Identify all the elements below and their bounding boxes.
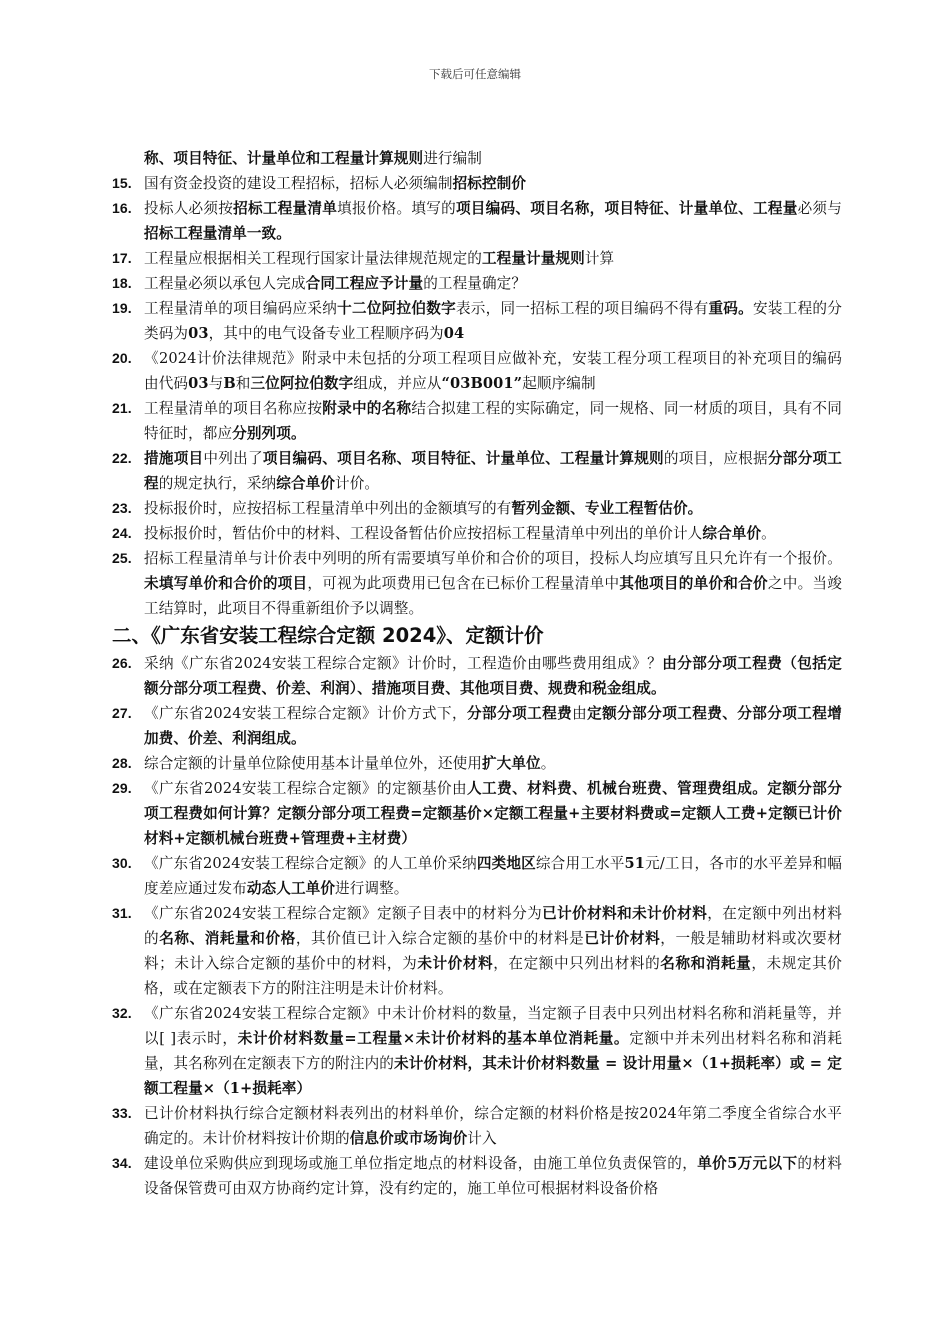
body-text: ，其价值已计入综合定额的基价中的材料是	[295, 930, 585, 947]
bold-text: 未计价材料	[417, 955, 494, 972]
list-item	[112, 1101, 842, 1151]
list-item	[112, 1001, 842, 1101]
list-item	[112, 171, 842, 196]
bold-text: 项目编码、项目名称，项目特征、计量单位、工程量	[455, 200, 798, 217]
body-text: 的项目，应根据	[663, 450, 768, 467]
body-text: 计入	[467, 1130, 497, 1147]
item-number: 32.	[112, 1005, 132, 1021]
bold-text: 合同工程应予计量	[305, 275, 424, 292]
body-text: 《广东省2024安装工程综合定额》定额子目表中的材料分为	[144, 905, 543, 922]
bold-text: 定额分部分项工程费、分部分项工程增加费、价差、利润组成。	[144, 705, 842, 747]
list-item	[112, 751, 842, 776]
bold-text: 分部分项工程费	[467, 705, 573, 722]
body-text: 起顺序编制	[522, 375, 596, 392]
bold-text: 招标控制价	[452, 175, 527, 192]
body-text: 计算	[584, 250, 615, 267]
item-number: 20.	[112, 350, 132, 366]
item-number: 30.	[112, 855, 132, 871]
bold-text: 工程量计量规则	[481, 250, 585, 267]
body-text: 与	[208, 375, 224, 392]
body-text: 的材料设备保管费可由双方协商约定计算，没有约定的，施工单位可根据材料设备价格	[144, 1155, 843, 1197]
bold-text: B	[223, 375, 236, 392]
body-text: 采纳《广东省2024安装工程综合定额》计价时，工程造价由哪些费用组成》？	[144, 655, 663, 672]
body-text: 。	[761, 525, 776, 542]
item-number: 21.	[112, 400, 132, 416]
item-number: 16.	[112, 200, 132, 216]
document-body	[112, 146, 842, 1201]
list-item	[112, 446, 842, 496]
bold-text: 51	[624, 855, 646, 872]
continued-paragraph	[112, 146, 842, 171]
body-text: 定额中并未列出材料名称和消耗量，其名称列在定额表下方的附注内的	[144, 1030, 843, 1072]
bold-text: 措施项目	[144, 450, 204, 467]
item-number: 27.	[112, 705, 132, 721]
item-number: 17.	[112, 250, 132, 266]
bold-text: 项目编码、项目名称、项目特征、计量单位、工程量计算规则	[262, 450, 664, 467]
bold-text: 已计价材料和未计价材料	[542, 905, 708, 922]
body-text: 组成，并应从	[353, 375, 442, 392]
body-text: ，在定额中列出材料的	[144, 905, 842, 947]
item-number: 15.	[112, 175, 132, 191]
list-item	[112, 851, 842, 901]
list-item	[112, 776, 842, 851]
body-text: 《广东省2024安装工程综合定额》的定额基价由	[144, 780, 468, 797]
bold-text: 三位阿拉伯数字	[250, 375, 354, 392]
bold-text: 人工费、材料费、机械台班费、管理费组成。定额分部分项工程费如何计算？定额分部分项工程费=定额基价×定额工程量+主要材料费或=定额人工费+定额已计价材料+定额机械台班费+管理费+主材费）	[144, 780, 842, 847]
body-text: 结合拟建工程的实际确定，同一规格、同一材质的项目，具有不同特征时，都应	[144, 400, 842, 442]
bold-text: 单价5万元以下	[697, 1155, 798, 1172]
item-number: 24.	[112, 525, 132, 541]
body-text: 招标工程量清单与计价表中列明的所有需要填写单价和合价的项目，投标人均应填写且只允许有一个报价。	[144, 550, 842, 567]
body-text: 表示，同一招标工程的项目编码不得有	[455, 300, 709, 317]
list-item	[112, 296, 842, 346]
item-number: 23.	[112, 500, 132, 516]
list-item	[112, 196, 842, 246]
body-text: ，可视为此项费用已包含在已标价工程量清单中	[307, 575, 620, 592]
bold-text: 综合单价	[702, 525, 762, 542]
list-item	[112, 496, 842, 521]
body-text: 由	[572, 705, 588, 722]
bold-text: 由分部分项工程费（包括定额分部分项工程费、价差、利润）、措施项目费、其他项目费、规费和税金组成。	[144, 655, 842, 697]
item-number: 29.	[112, 780, 132, 796]
body-text: 投标人必须按	[144, 200, 234, 217]
item-number: 28.	[112, 755, 132, 771]
body-text: ，其中的电气设备专业工程顺序码为	[208, 325, 444, 342]
list-item	[112, 651, 842, 701]
body-text: 和	[235, 375, 251, 392]
item-number: 34.	[112, 1155, 132, 1171]
bold-text: 四类地区	[476, 855, 536, 872]
item-number: 22.	[112, 450, 132, 466]
bold-text: 已计价材料	[584, 930, 661, 947]
body-text: 投标报价时，应按招标工程量清单中列出的金额填写的有	[144, 500, 512, 517]
body-text: 投标报价时，暂估价中的材料、工程设备暂估价应按招标工程量清单中列出的单价计人	[144, 525, 703, 542]
bold-text: 信息价或市场询价	[349, 1130, 468, 1147]
list-item	[112, 396, 842, 446]
body-text: 《广东省2024安装工程综合定额》中未计价材料的数量，当定额子目表中只列出材料名称和消耗量等，并以[ ]表示时，	[144, 1005, 842, 1047]
bold-text: 招标工程量清单一致。	[144, 225, 291, 242]
bold-text: 暂列金额、专业工程暂估价。	[511, 500, 703, 517]
item-number: 33.	[112, 1105, 132, 1121]
body-text: 安装工程的分类码为	[144, 300, 842, 342]
body-text: 《广东省2024安装工程综合定额》计价方式下，	[144, 705, 468, 722]
bold-text: 动态人工单价	[246, 880, 336, 897]
bold-text: 重码。	[708, 300, 754, 317]
bold-text: 综合单价	[276, 475, 336, 492]
bold-text: 03	[188, 375, 209, 392]
body-text: 工程量应根据相关工程现行国家计量法律规范规定的	[144, 250, 482, 267]
body-text: 综合用工水平	[535, 855, 625, 872]
bold-text: 未计价材料数量=工程量×未计价材料的基本单位消耗量。	[237, 1030, 630, 1047]
body-text: 计价。	[335, 475, 380, 492]
body-text: ，未规定其价格，或在定额表下方的附注注明是未计价材料。	[144, 955, 842, 997]
body-text: 国有资金投资的建设工程招标，招标人必须编制	[144, 175, 453, 192]
body-text: 之中。当竣工结算时，此项目不得重新组价予以调整。	[144, 575, 842, 617]
bold-text: 名称和消耗量	[660, 955, 752, 972]
body-text: 工程量清单的项目编码应采纳	[144, 300, 338, 317]
body-text: 。	[540, 755, 556, 772]
body-text: 《2024计价法律规范》附录中未包括的分项工程项目应做补充，安装工程分项工程项目的补充项目的编码由代码	[144, 350, 842, 392]
item-number: 26.	[112, 655, 132, 671]
body-text: ，一般是辅助材料或次要材料；未计入综合定额的基价中的材料，为	[144, 930, 842, 972]
item-number: 25.	[112, 550, 132, 566]
body-text: 综合定额的计量单位除使用基本计量单位外，还使用	[144, 755, 482, 772]
list-item	[112, 701, 842, 751]
body-text: 的规定执行，采纳	[158, 475, 277, 492]
item-number: 31.	[112, 905, 132, 921]
body-text: 必须与	[797, 200, 842, 217]
bold-text: 名称、消耗量和价格	[159, 930, 296, 947]
section-heading: 二、《广东省安装工程综合定额 2024》、定额计价	[112, 624, 544, 647]
bold-text: 附录中的名称	[322, 400, 412, 417]
item-number: 19.	[112, 300, 132, 316]
bold-text: 称、项目特征、计量单位和工程量计算规则	[144, 150, 424, 167]
body-text: 的工程量确定？	[423, 275, 527, 292]
list-item	[112, 521, 842, 546]
bold-text: 招标工程量清单	[233, 200, 338, 217]
bold-text: 未填写单价和合价的项目	[144, 575, 308, 592]
bold-text: 04	[443, 325, 465, 342]
bold-text: 03	[188, 325, 209, 342]
body-text: 中列出了	[203, 450, 263, 467]
body-text: 已计价材料执行综合定额材料表列出的材料单价，综合定额的材料价格是按2024年第二季度全省综合水平确定的。未计价材料按计价期的	[144, 1105, 842, 1147]
bold-text: 其他项目的单价和合价	[619, 575, 768, 592]
list-item	[112, 246, 842, 271]
bold-text: 十二位阿拉伯数字	[337, 300, 456, 317]
item-number: 18.	[112, 275, 132, 291]
body-text: 工程量必须以承包人完成	[144, 275, 306, 292]
bold-text: 扩大单位	[481, 755, 541, 772]
body-text: 进行调整。	[335, 880, 409, 897]
body-text: 工程量清单的项目名称应按	[144, 400, 323, 417]
header-note: 下载后可任意编辑	[429, 67, 521, 81]
body-text: 元/工日，各市的水平差异和幅度差应通过发布	[144, 855, 843, 897]
body-text: 填报价格。填写的	[337, 200, 456, 217]
body-text: 建设单位采购供应到现场或施工单位指定地点的材料设备，由施工单位负责保管的，	[144, 1155, 698, 1172]
list-item	[112, 271, 842, 296]
bold-text: “03B001”	[441, 375, 523, 392]
list-item	[112, 546, 842, 621]
bold-text: 分别列项。	[232, 425, 306, 442]
bold-text: 分部分项工程	[144, 450, 843, 492]
body-text: ，在定额中只列出材料的	[493, 955, 661, 972]
list-item	[112, 346, 842, 396]
list-item	[112, 901, 842, 1001]
bold-text: 未计价材料，其未计价材料数量 = 设计用量×（1+损耗率）或 = 定额工程量×（1+损耗率）	[144, 1055, 842, 1097]
list-item	[112, 1151, 842, 1201]
body-text: 进行编制	[423, 150, 482, 167]
body-text: 《广东省2024安装工程综合定额》的人工单价采纳	[144, 855, 477, 872]
